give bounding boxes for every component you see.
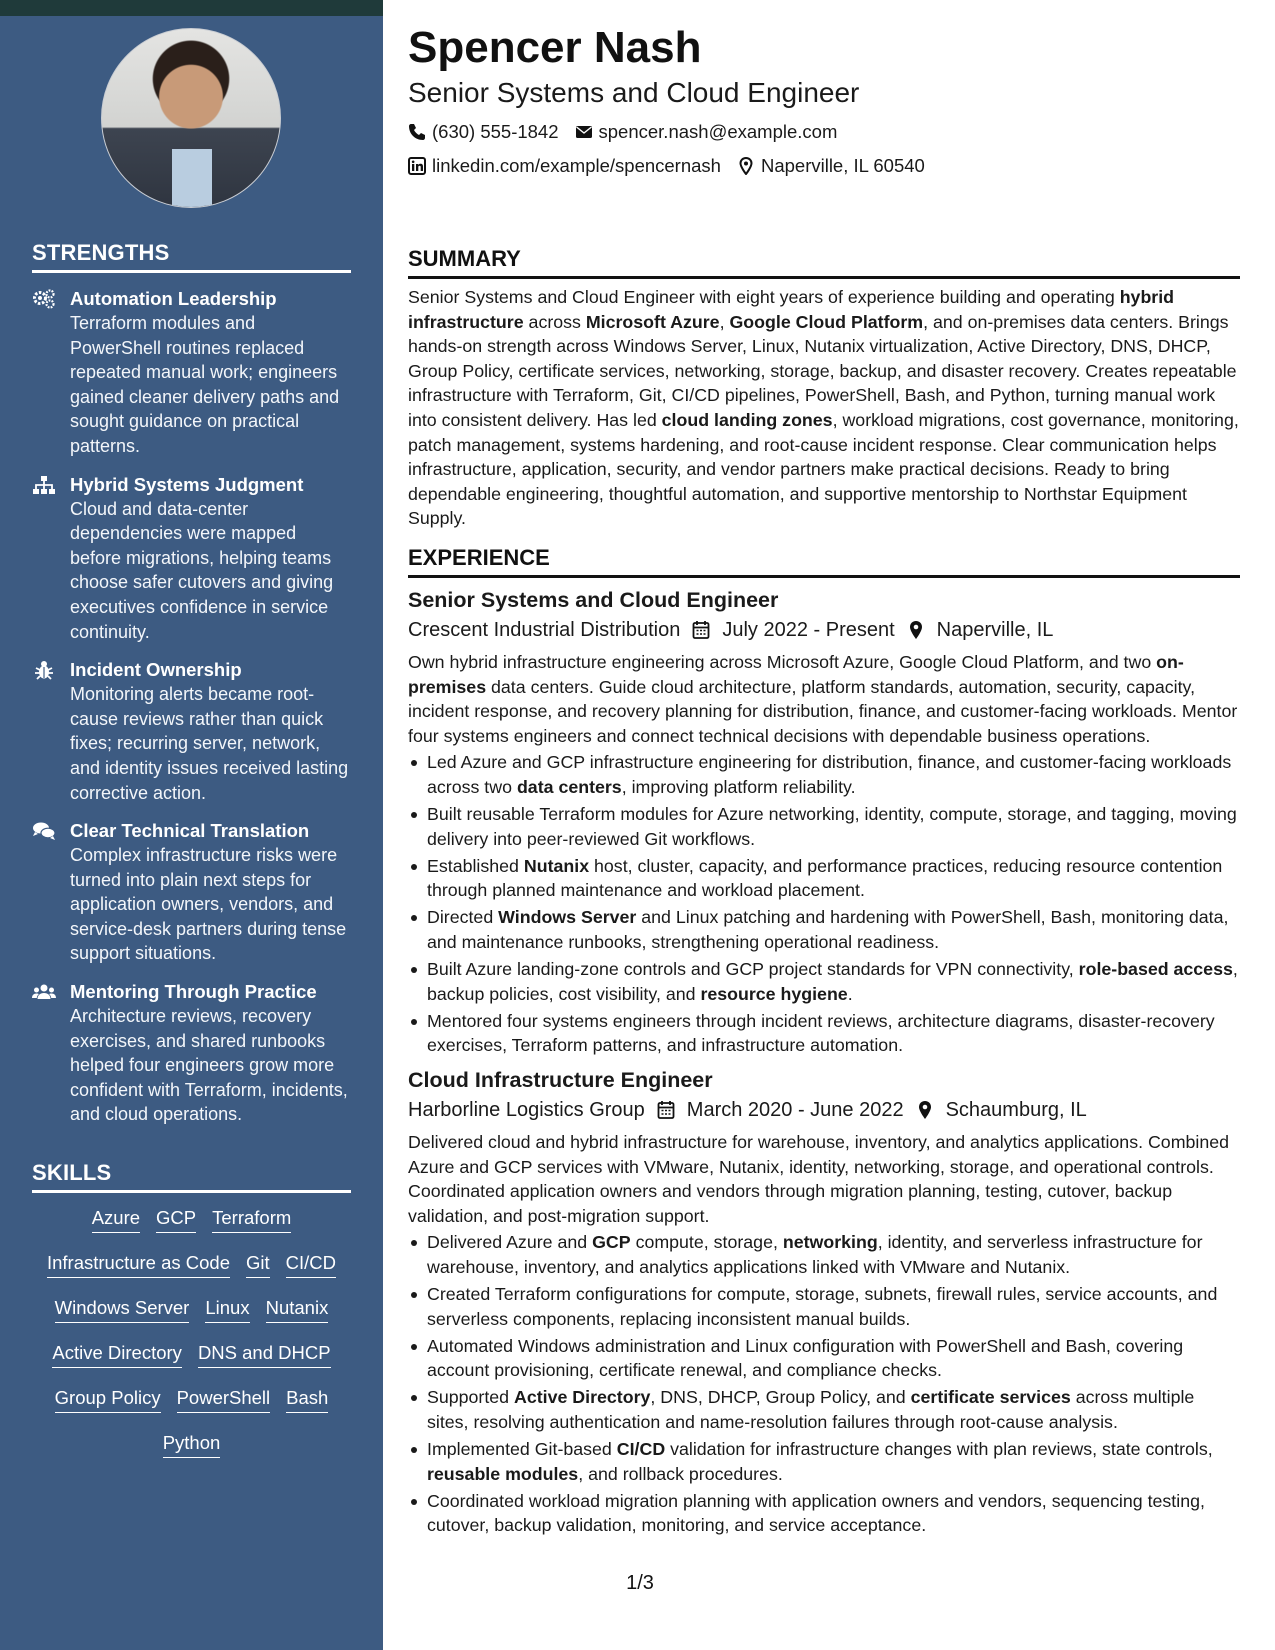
gears-icon: [32, 289, 56, 309]
calendar-icon: [657, 1100, 675, 1120]
job-entry: [408, 586, 1240, 1058]
list-item: Created Terraform configurations for compute, storage, subnets, firewall rules, service accounts, and serverless components, replacing inconsistent manual builds.: [408, 1282, 1240, 1331]
job-location: Schaumburg, IL: [945, 1098, 1087, 1121]
map-marker-icon: [907, 620, 925, 640]
skill-tag: Terraform: [212, 1207, 291, 1233]
strengths-section: [32, 240, 351, 1127]
contact-email[interactable]: [575, 116, 838, 148]
skill-tag: Git: [246, 1252, 270, 1278]
page-number: 1/3: [626, 1572, 654, 1594]
list-item: Led Azure and GCP infrastructure engineering for distribution, finance, and customer-facing workloads across two data centers, improving platform reliability.: [408, 750, 1240, 799]
strength-item: [32, 473, 351, 645]
map-marker-icon: [916, 1100, 934, 1120]
contact-linkedin[interactable]: [408, 150, 721, 182]
skill-tag: Group Policy: [55, 1387, 161, 1413]
skill-tag: Nutanix: [266, 1297, 329, 1323]
skill-tag: Bash: [286, 1387, 328, 1413]
job-bullets: [408, 750, 1240, 1058]
contact-phone: [408, 116, 559, 148]
strength-title: Hybrid Systems Judgment: [70, 473, 304, 495]
skills-row: [32, 1252, 351, 1297]
skill-tag: PowerShell: [177, 1387, 271, 1413]
skills-heading: SKILLS: [32, 1160, 351, 1193]
skill-tag: Windows Server: [55, 1297, 190, 1323]
list-item: Built reusable Terraform modules for Azure networking, identity, compute, storage, and tagging, moving delivery into peer-reviewed Git workflows.: [408, 802, 1240, 851]
email-text[interactable]: spencer.nash@example.com: [598, 121, 838, 142]
strength-title: Incident Ownership: [70, 659, 242, 681]
skills-list: [32, 1207, 351, 1477]
list-item: Delivered Azure and GCP compute, storage, networking, identity, and serverless infrastructure for warehouse, inventory, and analytics applications linked with VMware and Nutanix.: [408, 1230, 1240, 1279]
location-text: Naperville, IL 60540: [760, 155, 925, 176]
sidebar-top-bar: [0, 0, 383, 16]
candidate-title: Senior Systems and Cloud Engineer: [408, 77, 860, 108]
skills-section: [32, 1160, 351, 1477]
experience-heading: EXPERIENCE: [408, 545, 1240, 578]
strength-body: Architecture reviews, recovery exercises, and shared runbooks helped four engineers grow more confident with Terraform, incidents, and cloud operations.: [70, 1006, 348, 1125]
summary-section: [408, 246, 1240, 531]
strength-item: [32, 819, 351, 966]
skills-row: [32, 1387, 351, 1432]
linkedin-text[interactable]: linkedin.com/example/spencernash: [432, 155, 721, 176]
strength-body: Complex infrastructure risks were turned into plain next steps for application owners, vendors, and service-desk partners during tense support situations.: [70, 845, 347, 964]
strength-body: Cloud and data-center dependencies were mapped before migrations, helping teams choose safer cutovers and giving executives confidence in service continuity.: [70, 498, 334, 642]
strength-item: [32, 980, 351, 1127]
skills-row: [32, 1432, 351, 1477]
skill-tag: Active Directory: [52, 1342, 182, 1368]
strength-title: Mentoring Through Practice: [70, 981, 317, 1003]
main-content: [408, 20, 1240, 1540]
comments-icon: [32, 821, 56, 841]
profile-photo: [101, 28, 281, 208]
map-marker-icon: [737, 157, 755, 175]
strength-item: [32, 658, 351, 805]
phone-icon: [408, 123, 426, 141]
skill-tag: Infrastructure as Code: [47, 1252, 230, 1278]
skill-tag: Python: [163, 1432, 221, 1458]
strengths-heading: STRENGTHS: [32, 240, 351, 273]
list-item: Built Azure landing-zone controls and GCP project standards for VPN connectivity, role-based access, backup policies, cost visibility, and resource hygiene.: [408, 957, 1240, 1006]
sitemap-icon: [32, 475, 56, 495]
job-meta: [408, 614, 1240, 646]
skills-row: [32, 1207, 351, 1252]
list-item: Implemented Git-based CI/CD validation for infrastructure changes with plan reviews, state controls, reusable modules, and rollback procedures.: [408, 1437, 1240, 1486]
skills-row: [32, 1297, 351, 1342]
job-dates: March 2020 - June 2022: [686, 1098, 904, 1121]
strength-title: Automation Leadership: [70, 288, 277, 309]
contact-row: [408, 150, 1240, 182]
job-company: Harborline Logistics Group: [408, 1098, 645, 1121]
strength-title: Clear Technical Translation: [70, 820, 310, 842]
calendar-icon: [692, 620, 710, 640]
skill-tag: CI/CD: [286, 1252, 336, 1278]
job-entry: [408, 1066, 1240, 1538]
list-item: Automated Windows administration and Linux configuration with PowerShell and Bash, covering account provisioning, certificate renewal, and compliance checks.: [408, 1334, 1240, 1383]
contact-row: [408, 116, 1240, 148]
list-item: Established Nutanix host, cluster, capacity, and performance practices, reducing resource contention through planned maintenance and workload placement.: [408, 854, 1240, 903]
experience-section: [408, 545, 1240, 1538]
strength-body: Terraform modules and PowerShell routines replaced repeated manual work; engineers gained cleaner delivery paths and sought guidance on practical patterns.: [70, 313, 340, 456]
job-meta: [408, 1094, 1240, 1126]
strength-body: Monitoring alerts became root-cause reviews rather than quick fixes; recurring server, network, and identity issues received lasting corrective action.: [70, 684, 349, 803]
sidebar: [0, 0, 383, 1650]
job-location: Naperville, IL: [936, 618, 1054, 641]
skill-tag: GCP: [156, 1207, 196, 1233]
linkedin-icon: [408, 157, 426, 175]
skill-tag: Linux: [205, 1297, 249, 1323]
summary-text: Senior Systems and Cloud Engineer with eight years of experience building and operating hybrid infrastructure across Microsoft Azure, Google Cloud Platform, and on-premises data centers. Brings hands-on strength across Windows Server, Linux, Nutanix virtualization, Active Directory, DNS, DHCP, Group Policy, certificate services, networking, storage, backup, and disaster recovery. Creates repeatable infrastructure with Terraform, Git, CI/CD pipelines, PowerShell, Bash, and Python, turning manual work into consistent delivery. Has led cloud landing zones, workload migrations, cost governance, monitoring, patch management, systems hardening, and root-cause incident response. Clear communication helps infrastructure, application, security, and vendor partners make practical decisions. Ready to bring dependable engineering, thoughtful automation, and supportive mentorship to Northstar Equipment Supply.: [408, 287, 1239, 529]
job-bullets: [408, 1230, 1240, 1538]
skill-tag: Azure: [92, 1207, 140, 1233]
candidate-name: Spencer Nash: [408, 23, 702, 72]
skills-row: [32, 1342, 351, 1387]
envelope-icon: [575, 123, 593, 141]
job-title: Cloud Infrastructure Engineer: [408, 1067, 713, 1092]
strength-item: [32, 287, 351, 459]
summary-heading: SUMMARY: [408, 246, 1240, 279]
list-item: Mentored four systems engineers through incident reviews, architecture diagrams, disaster-recovery exercises, Terraform patterns, and infrastructure automation.: [408, 1009, 1240, 1058]
users-icon: [32, 982, 56, 1002]
list-item: Coordinated workload migration planning with application owners and vendors, sequencing testing, cutover, backup validation, monitoring, and service acceptance.: [408, 1489, 1240, 1538]
skill-tag: DNS and DHCP: [198, 1342, 331, 1368]
phone-text: (630) 555-1842: [432, 121, 559, 142]
job-title: Senior Systems and Cloud Engineer: [408, 587, 779, 612]
job-summary: Delivered cloud and hybrid infrastructure for warehouse, inventory, and analytics applications. Combined Azure and GCP services with VMware, Nutanix, identity, networking, storage, and operational controls. Coordinated application owners and vendors through migration planning, testing, cutover, backup validation, and post-migration support.: [408, 1131, 1230, 1226]
job-dates: July 2022 - Present: [722, 618, 895, 641]
contact-location: [737, 150, 925, 182]
list-item: Supported Active Directory, DNS, DHCP, Group Policy, and certificate services across multiple sites, resolving authentication and name-resolution failures through root-cause analysis.: [408, 1385, 1240, 1434]
bug-icon: [32, 660, 56, 680]
job-summary: Own hybrid infrastructure engineering across Microsoft Azure, Google Cloud Platform, and two on-premises data centers. Guide cloud architecture, platform standards, automation, security, capacity, incident response, and recovery planning for distribution, finance, and customer-facing workloads. Mentor four systems engineers and connect technical decisions with dependable business operations.: [408, 651, 1238, 746]
list-item: Directed Windows Server and Linux patching and hardening with PowerShell, Bash, monitoring data, and maintenance runbooks, strengthening operational readiness.: [408, 905, 1240, 954]
job-company: Crescent Industrial Distribution: [408, 618, 681, 641]
